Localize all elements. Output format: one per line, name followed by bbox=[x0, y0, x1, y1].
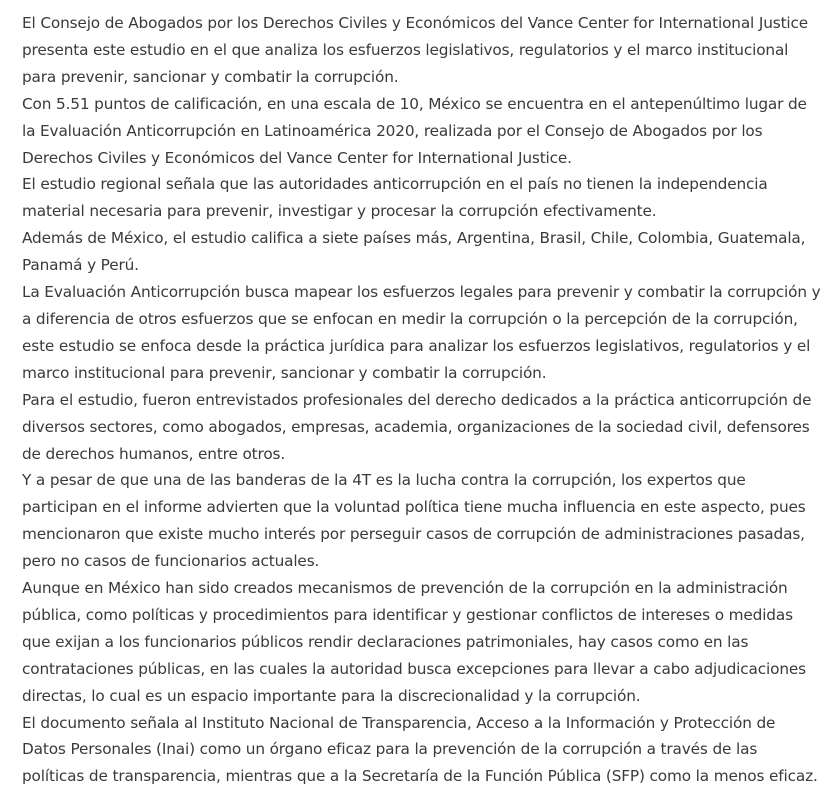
paragraph-political-will: Y a pesar de que una de las banderas de la 4T es la lucha contra la corrupción, los expertos que participan en el informe advierten que la voluntad política tiene mucha influencia en este aspecto, pues mencionaron que existe mucho interés por perseguir casos de corrupción de administraciones pasadas, pero no casos de funcionarios actuales. bbox=[22, 471, 806, 571]
paragraph-interviewees: Para el estudio, fueron entrevistados profesionales del derecho dedicados a la práctica anticorrupción de diversos sectores, como abogados, empresas, academia, organizaciones de la sociedad civil, defensores de derechos humanos, entre otros. bbox=[22, 390, 812, 463]
paragraph-score: Con 5.51 puntos de calificación, en una escala de 10, México se encuentra en el antepenúltimo lugar de la Evaluación Anticorrupción en Latinoamérica 2020, realizada por el Consejo de Abogados por los Derechos Civiles y Económicos del Vance Center for International Justice. bbox=[22, 94, 807, 167]
paragraph-inai-sfp: El documento señala al Instituto Nacional de Transparencia, Acceso a la Información y Protección de Datos Personales (Inai) como un órgano eficaz para la prevención de la corrupción a través de las políticas de transparencia, mientras que a la Secretaría de la Función Pública (SFP) como la menos eficaz. bbox=[22, 713, 818, 786]
paragraph-independence: El estudio regional señala que las autoridades anticorrupción en el país no tienen la independencia material necesaria para prevenir, investigar y procesar la corrupción efectivamente. bbox=[22, 175, 768, 221]
paragraph-prevention-mechanisms: Aunque en México han sido creados mecanismos de prevención de la corrupción en la administración pública, como políticas y procedimientos para identificar y gestionar conflictos de intereses o medidas que exijan a los funcionarios públicos rendir declaraciones patrimoniales, hay casos como en las contrataciones públicas, en las cuales la autoridad busca excepciones para llevar a cabo adjudicaciones directas, lo cual es un espacio importante para la discrecionalidad y la corrupción. bbox=[22, 579, 806, 705]
paragraph-intro: El Consejo de Abogados por los Derechos Civiles y Económicos del Vance Center for International Justice presenta este estudio en el que analiza los esfuerzos legislativos, regulatorios y el marco institucional para prevenir, sancionar y combatir la corrupción. bbox=[22, 14, 809, 86]
paragraph-evaluation-purpose: La Evaluación Anticorrupción busca mapear los esfuerzos legales para prevenir y combatir la corrupción y a diferencia de otros esfuerzos que se enfocan en medir la corrupción o la percepción de la corrupción, este estudio se enfoca desde la práctica jurídica para analizar los esfuerzos legislativos, regulatorios y el marco institucional para prevenir, sancionar y combatir la corrupción. bbox=[22, 283, 821, 382]
paragraph-countries: Además de México, el estudio califica a siete países más, Argentina, Brasil, Chile, Colombia, Guatemala, Panamá y Perú. bbox=[22, 229, 806, 275]
